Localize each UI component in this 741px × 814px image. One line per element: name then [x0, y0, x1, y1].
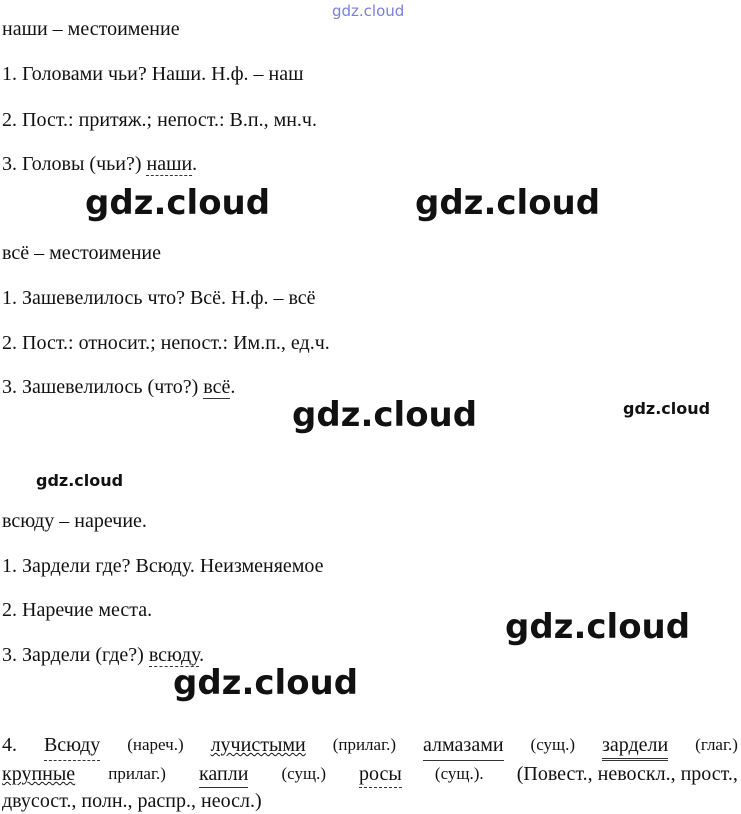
section4-word5: крупные — [2, 763, 76, 785]
watermark: gdz.cloud — [173, 663, 359, 703]
section4-word3: алмазами — [423, 732, 504, 761]
section3-line2: 2. Наречие места. — [2, 599, 153, 621]
section1-line3-word: наши — [146, 153, 193, 175]
section2-line3-word: всё — [203, 376, 231, 398]
watermark: gdz.cloud — [36, 471, 124, 490]
section4-word1: Всюду — [44, 732, 100, 761]
section4-num: 4. — [2, 734, 17, 756]
section1-line3-prefix: 3. Головы (чьи?) — [2, 153, 147, 175]
section4-tag7: (сущ.). — [434, 764, 484, 783]
section1-line2: 2. Пост.: притяж.; непост.: В.п., мн.ч. — [2, 109, 317, 131]
section3-heading: всюду – наречие. — [2, 510, 147, 532]
section2-line3-prefix: 3. Зашевелилось (что?) — [2, 376, 204, 398]
section2-heading: всё – местоимение — [2, 242, 161, 264]
section4-row3 — [2, 788, 738, 814]
section2-line3-suffix: . — [230, 376, 236, 398]
section4-tag1: (нареч.) — [127, 735, 184, 754]
section3-line3-suffix: . — [199, 644, 205, 666]
section2-line2: 2. Пост.: относит.; непост.: Им.п., ед.ч. — [2, 332, 330, 354]
watermark: gdz.cloud — [415, 183, 601, 223]
section4-tail1: (Повест., невоскл., прост., — [516, 763, 738, 785]
section2-line1: 1. Зашевелилось что? Всё. Н.ф. – всё — [2, 287, 316, 309]
section3-line1: 1. Зардели где? Всюду. Неизменяемое — [2, 555, 324, 577]
section3-line3-prefix: 3. Зардели (где?) — [2, 644, 149, 666]
section4-paragraph — [2, 732, 738, 814]
section4-tag3: (сущ.) — [530, 735, 576, 754]
watermark: gdz.cloud — [505, 607, 691, 647]
watermark: gdz.cloud — [85, 183, 271, 223]
watermark: gdz.cloud — [623, 399, 711, 418]
section4-word4: зардели — [602, 732, 668, 761]
section1-heading: наши – местоимение — [2, 18, 180, 40]
section4-tag6: (сущ.) — [281, 764, 326, 783]
section1-line3-suffix: . — [192, 153, 198, 175]
section4-row1 — [2, 732, 738, 761]
section4-row2 — [2, 761, 738, 788]
section1-line1: 1. Головами чьи? Наши. Н.ф. – наш — [2, 63, 304, 85]
section4-tag2: (прилаг.) — [332, 735, 397, 754]
section1-line3 — [2, 152, 197, 176]
section4-word2: лучистыми — [210, 734, 306, 756]
section4-tail2: двусост., полн., распр., неосл.) — [2, 790, 262, 812]
watermark-top: gdz.cloud — [332, 2, 405, 20]
section4-tag4: (глаг.) — [695, 735, 738, 754]
section4-word6: капли — [199, 761, 248, 788]
section3-line3-word: всюду — [148, 644, 200, 666]
section4-tag5: прилаг.) — [108, 764, 166, 783]
section2-line3 — [2, 375, 235, 399]
watermark: gdz.cloud — [292, 395, 478, 435]
section4-word7: росы — [359, 761, 402, 788]
